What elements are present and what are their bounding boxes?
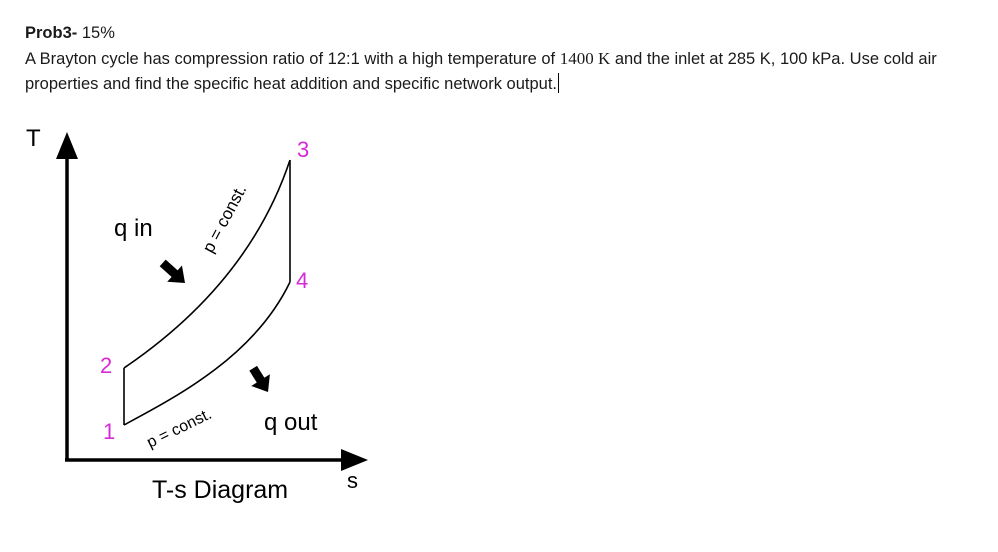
problem-weight: 15% xyxy=(81,24,115,42)
state-4-label: 4 xyxy=(296,268,309,293)
process-2-3-isobar xyxy=(124,160,290,368)
problem-label: Prob3- xyxy=(25,24,78,42)
heat-in-arrow xyxy=(155,255,192,291)
state-1-label: 1 xyxy=(103,419,116,444)
upper-isobar-label: p = const. xyxy=(198,181,251,256)
state-2-label: 2 xyxy=(100,353,113,378)
lower-isobar-label: p = const. xyxy=(144,405,215,452)
s-axis-label: s xyxy=(347,468,358,493)
diagram-title: T-s Diagram xyxy=(152,476,289,504)
heat-in-label: q in xyxy=(114,215,153,242)
t-axis-arrowhead xyxy=(56,132,78,159)
state-3-label: 3 xyxy=(297,137,310,162)
t-axis-label: T xyxy=(26,125,41,152)
high-temperature: 1400 K xyxy=(559,49,611,68)
heat-out-label: q out xyxy=(264,409,318,436)
problem-text-part2: and the inlet at 285 K, 100 kPa. Use cold air properties and find the specific heat addition and specific network output. xyxy=(25,50,937,93)
process-4-1-isobar xyxy=(124,282,290,425)
problem-text-part1: A Brayton cycle has compression ratio of 12:1 with a high temperature of xyxy=(25,50,560,68)
heat-out-arrow xyxy=(244,362,277,397)
